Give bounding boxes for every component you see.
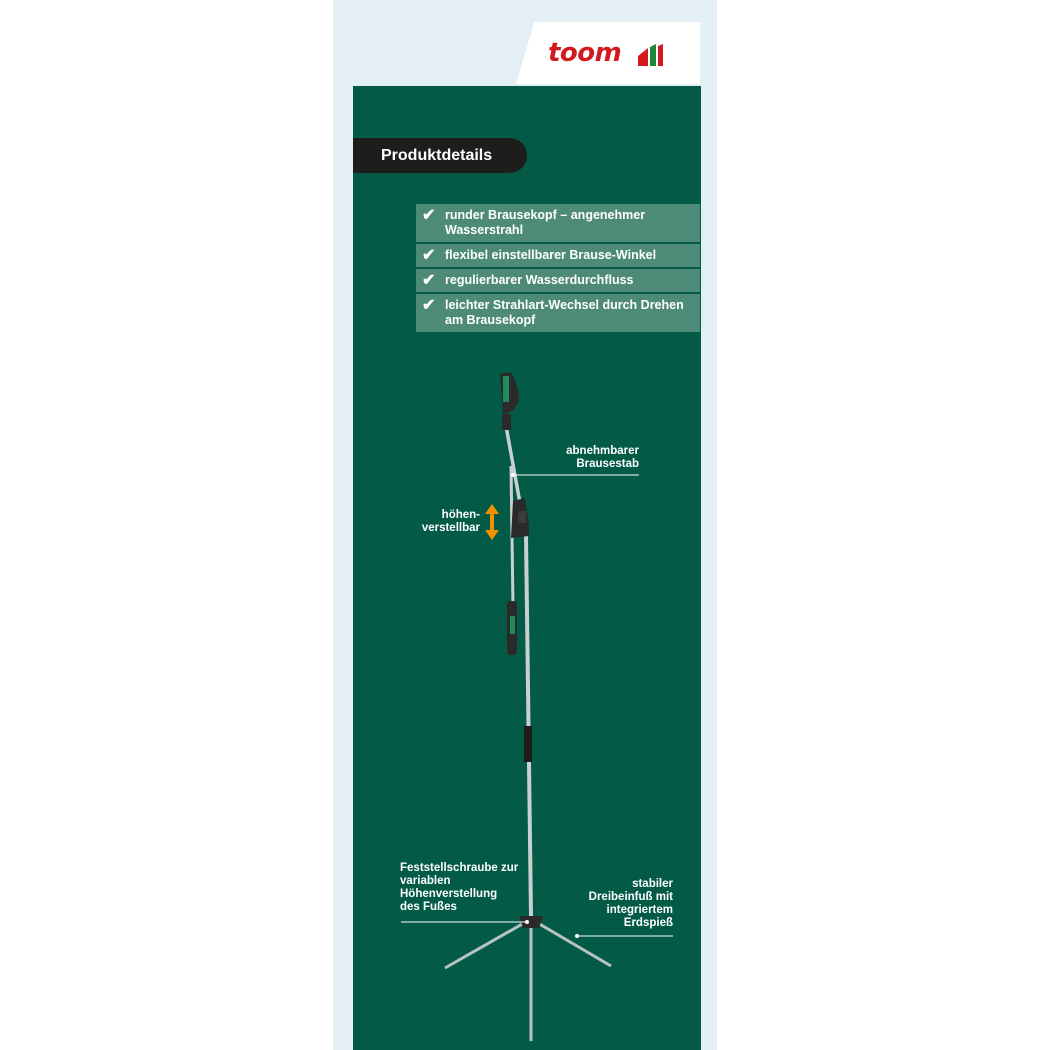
callout-shower-rod: abnehmbarer Brausestab <box>566 445 639 470</box>
check-icon: ✔ <box>422 272 436 289</box>
check-icon: ✔ <box>422 207 436 224</box>
check-icon: ✔ <box>422 247 436 264</box>
feature-text: flexibel einstellbarer Brause-Winkel <box>445 248 657 262</box>
callout-locking-screw: Feststellschraube zur variablen Höhenverstellung des Fußes <box>400 862 519 913</box>
callout-height-adjustable: höhen- verstellbar <box>421 509 480 534</box>
page-title: Produktdetails <box>353 138 527 173</box>
callout-tripod: stabiler Dreibeinfuß mit integriertem Erdspieß <box>588 878 673 929</box>
feature-text: leichter Strahlart-Wechsel durch Drehen am Brausekopf <box>445 298 684 327</box>
house-logo-icon <box>636 44 664 66</box>
feature-text: runder Brausekopf – angenehmer Wasserstrahl <box>445 208 646 237</box>
check-icon: ✔ <box>422 297 436 314</box>
feature-text: regulierbarer Wasserdurchfluss <box>445 273 634 287</box>
brand-logo: toom <box>548 38 622 68</box>
